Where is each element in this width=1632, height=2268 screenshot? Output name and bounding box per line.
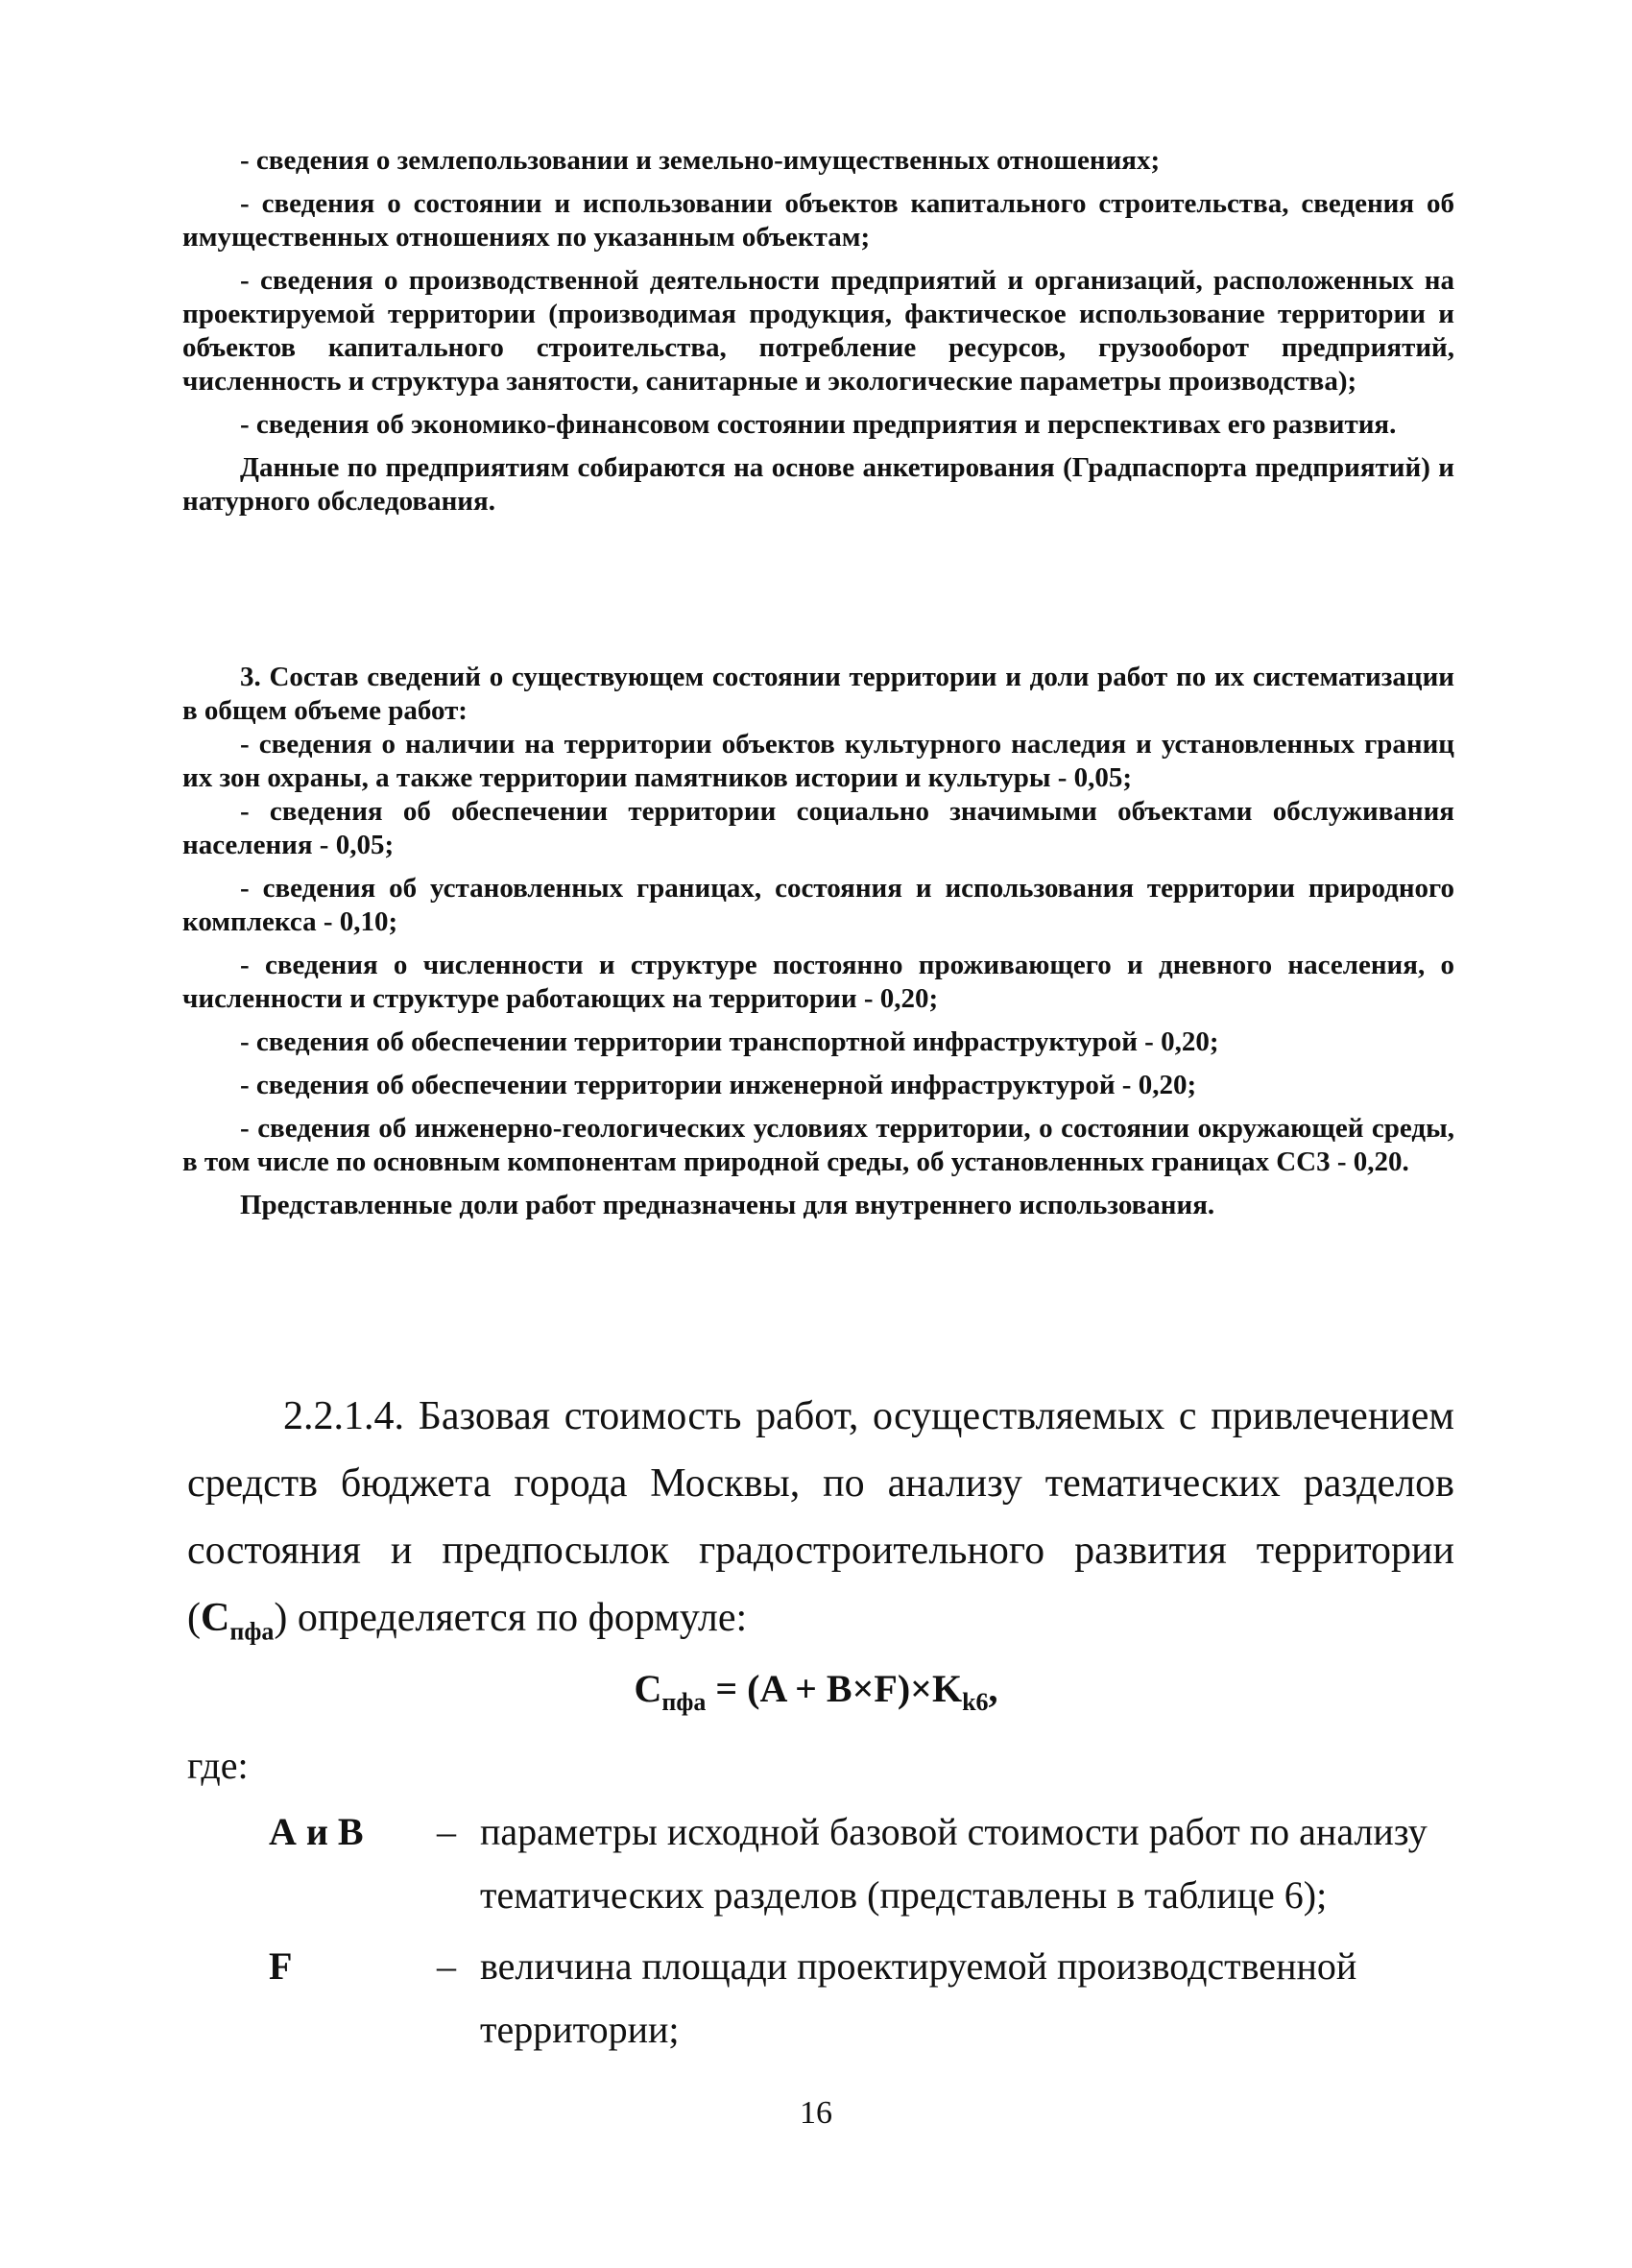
section-3-note: Представленные доли работ предназначены для внутреннего использования. <box>240 1190 1215 1220</box>
section-3-item-4: - сведения о численности и структуре постоянно проживающего и дневного населения, о численности и структуре работающих на территории - 0,20; <box>182 950 1454 1014</box>
clause-2-2-1-4 <box>187 1383 1454 1665</box>
clause-tail: ) определяется по формуле: <box>274 1596 748 1640</box>
clause-paragraph <box>187 1383 1454 1665</box>
definition-term: А и В <box>269 1810 364 1853</box>
section-3-item-5: - сведения об обеспечении территории транспортной инфраструктурой - 0,20; <box>240 1026 1219 1057</box>
definition-term: F <box>269 1944 293 1988</box>
section-3-item-2: - сведения об обеспечении территории социально значимыми объектами обслуживания населения - 0,05; <box>182 796 1454 860</box>
formula-end: , <box>988 1667 998 1710</box>
clause-text: 2.2.1.4. Базовая стоимость работ, осуществляемых с привлечением средств бюджета города Москвы, по анализу тематических разделов состояния и предпосылок градостроительного развития территории ( <box>187 1394 1454 1640</box>
formula-lhs: С <box>634 1667 662 1710</box>
intro-item-1: - сведения о землепользовании и земельно-имущественных отношениях; <box>240 145 1161 176</box>
intro-item-4: - сведения об экономико-финансовом состоянии предприятия и перспективах его развития. <box>240 409 1397 440</box>
definition-row <box>187 1800 1454 1927</box>
clause-symbol: С <box>201 1596 230 1640</box>
intro-item-5: Данные по предприятиям собираются на основе анкетирования (Градпаспорта предприятий) и натурного обследования. <box>182 452 1454 517</box>
page-number: 16 <box>800 2095 832 2131</box>
section-3-item-7: - сведения об инженерно-геологических условиях территории, о состоянии окружающей среды, в том числе по основным компонентам природной среды, об установленных границах СС3 - 0,20. <box>182 1113 1454 1177</box>
intro-block <box>182 144 1454 528</box>
definition-desc: параметры исходной базовой стоимости работ по анализу тематических разделов (представлены в таблице 6); <box>480 1810 1428 1917</box>
definition-dash: – <box>437 1944 456 1988</box>
section-3-item-6: - сведения об обеспечении территории инженерной инфраструктурой - 0,20; <box>240 1070 1197 1100</box>
definitions-list <box>187 1800 1454 2069</box>
intro-item-3: - сведения о производственной деятельности предприятий и организаций, расположенных на проектируемой территории (производимая продукция, фактическое использование территории и объектов капитального строительства, потребление ресурсов, грузооборот предприятий, численность и структура занятости, санитарные и экологические параметры производства); <box>182 265 1454 397</box>
section-3-heading: 3. Состав сведений о существующем состоянии территории и доли работ по их систематизации в общем объеме работ: <box>182 662 1454 726</box>
cost-formula <box>0 1666 1632 1717</box>
clause-symbol-sub: пфа <box>229 1617 275 1646</box>
section-3-item-3: - сведения об установленных границах, состояния и использования территории природного комплекса - 0,10; <box>182 873 1454 937</box>
definition-desc: величина площади проектируемой производственной территории; <box>480 1944 1357 2051</box>
definition-row <box>187 1935 1454 2062</box>
formula-rhs: = (A + B×F)×K <box>706 1667 963 1710</box>
section-3-item-1: - сведения о наличии на территории объектов культурного наследия и установленных границ их зон охраны, а также территории памятников истории и культуры - 0,05; <box>182 729 1454 793</box>
formula-lhs-sub: пфа <box>661 1688 707 1716</box>
formula-rhs-sub: k6 <box>962 1688 989 1716</box>
definition-dash: – <box>437 1810 456 1853</box>
intro-item-2: - сведения о состоянии и использовании объектов капитального строительства, сведения об имущественных отношениях по указанным объектам; <box>182 188 1454 253</box>
where-label: где: <box>187 1744 249 1787</box>
section-3-block <box>182 661 1454 1232</box>
